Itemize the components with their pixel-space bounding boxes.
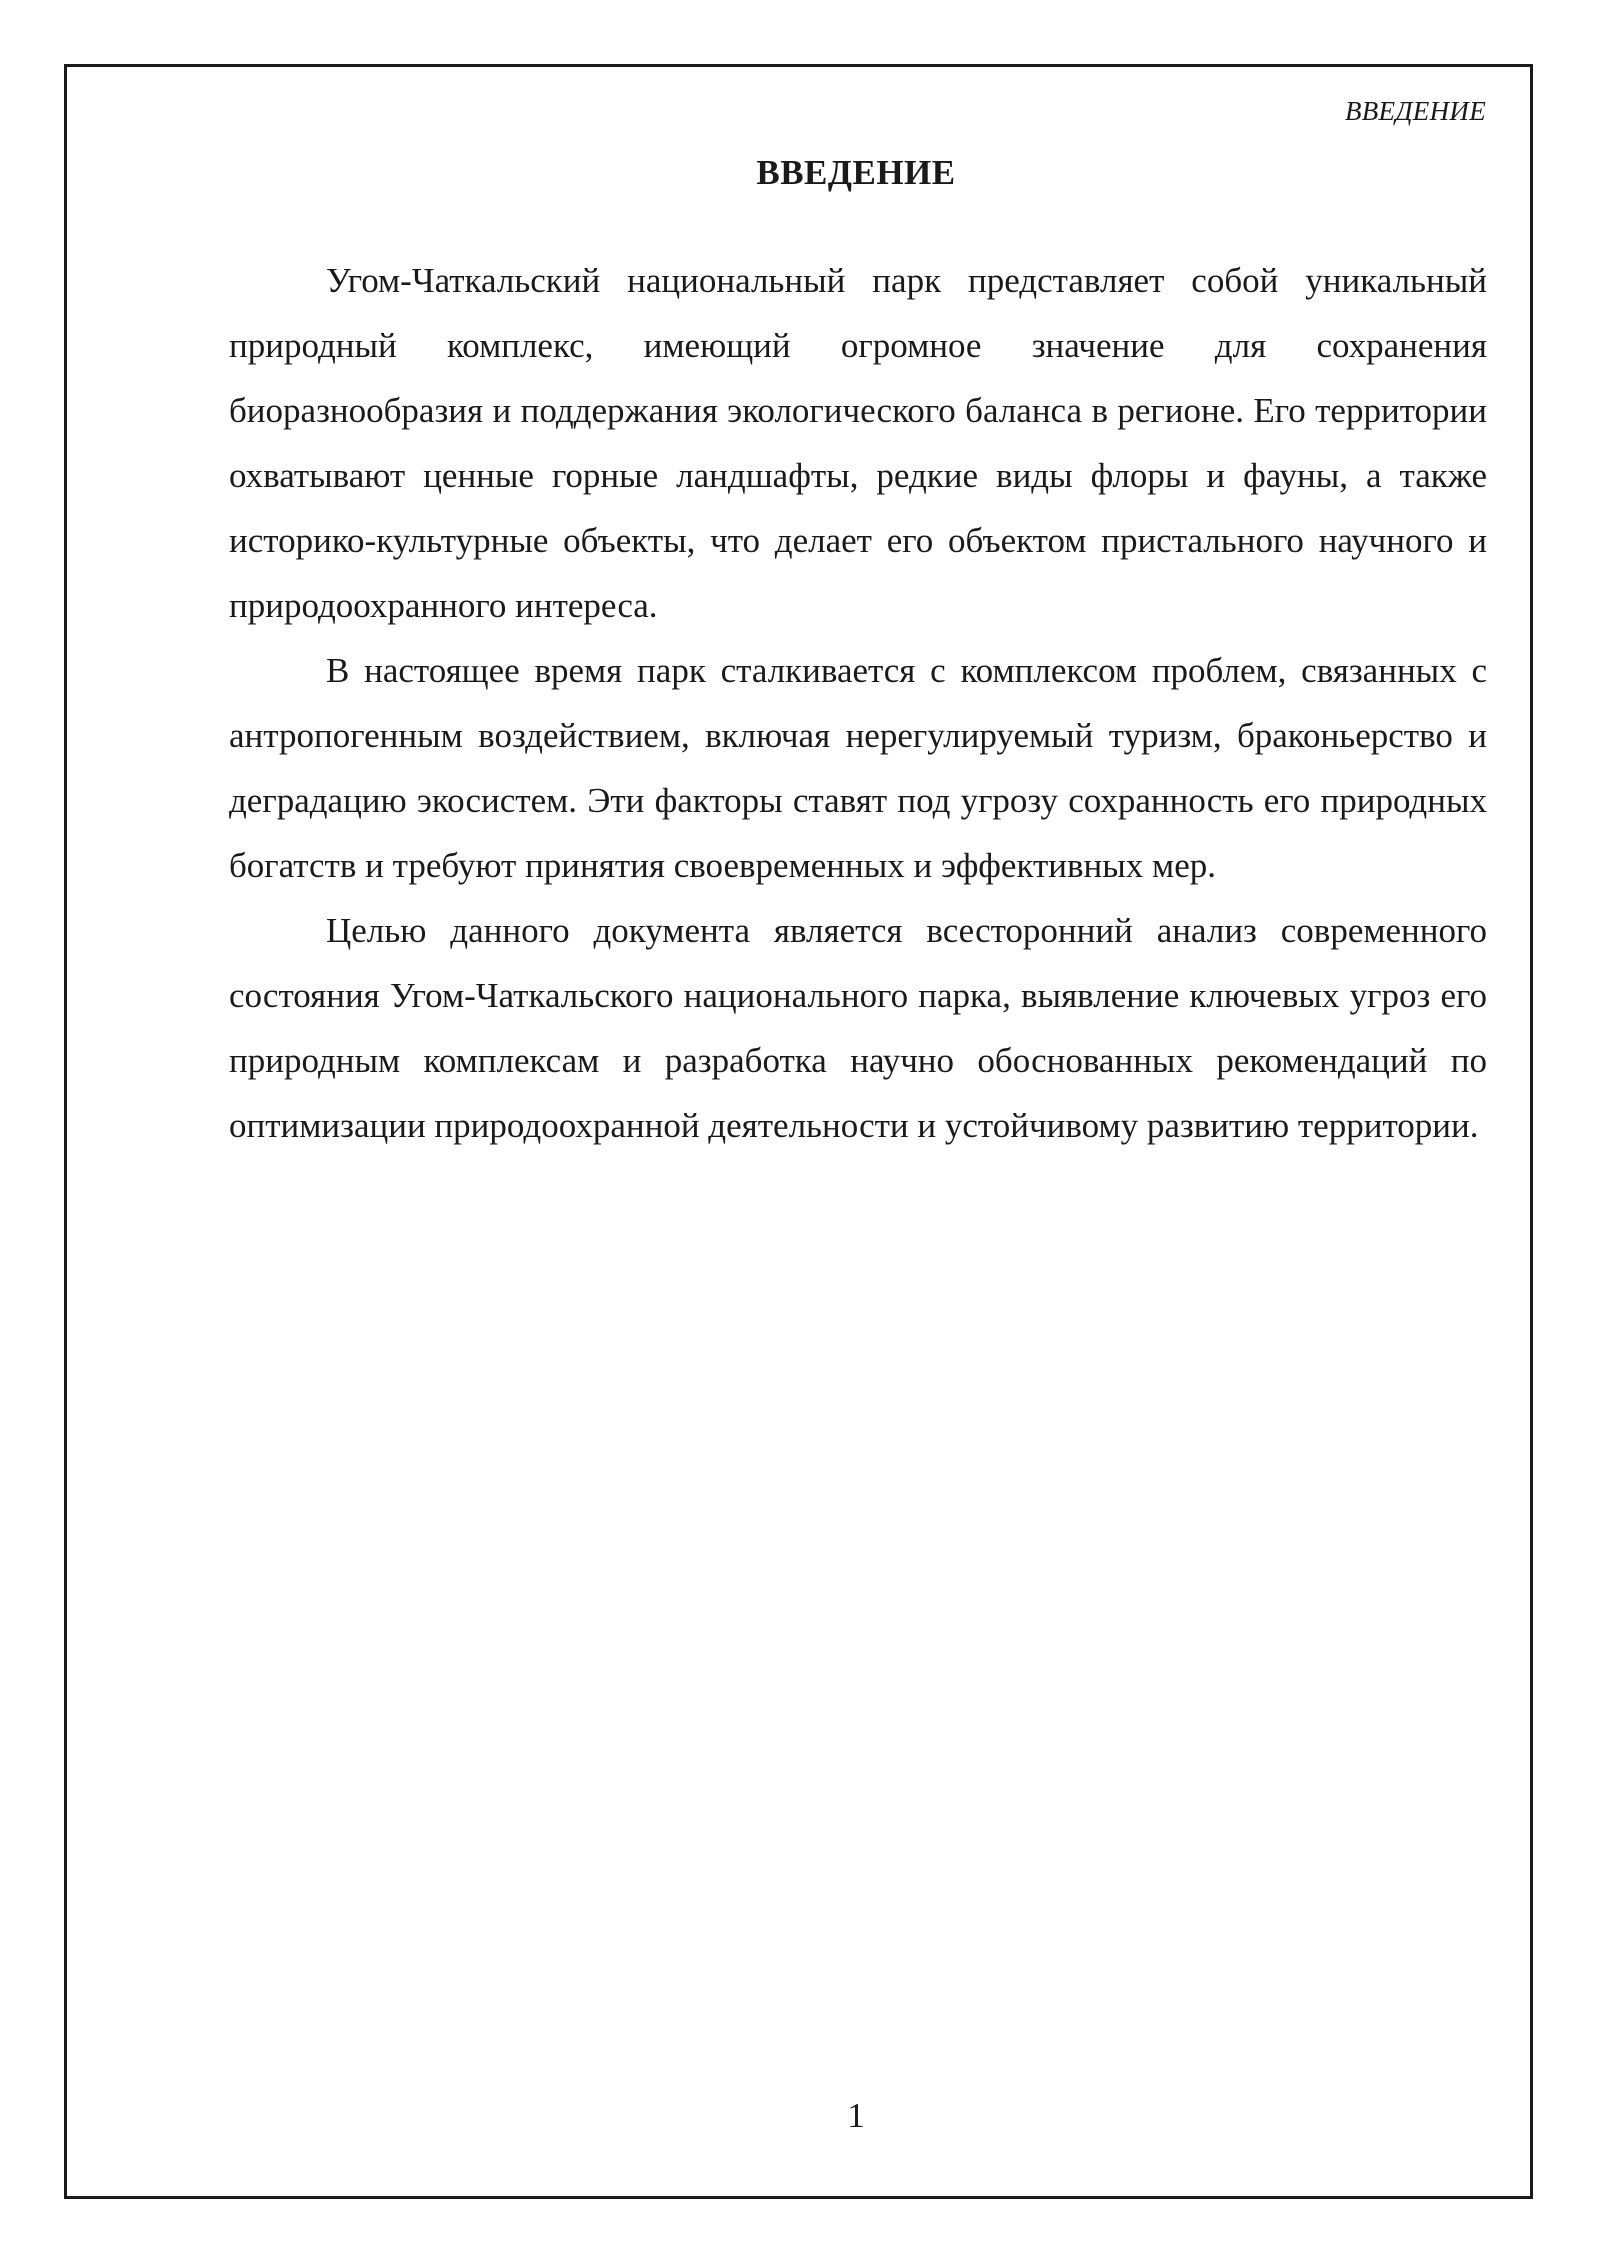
paragraph-intro: Угом-Чаткальский национальный парк представляет собой уникальный природный комплекс, имеющий огромное значение для сохранения биоразнообразия и поддержания экологического баланса в регионе. Его территории охватывают ценные горные ландшафты, редкие виды флоры и фауны, а также историко-культурные объекты, что делает его объектом пристального научного и природоохранного интереса.	[229, 261, 1487, 625]
paragraph-problems: В настоящее время парк сталкивается с комплексом проблем, связанных с антропогенным воздействием, включая нерегулируемый туризм, браконьерство и деградацию экосистем. Эти факторы ставят под угрозу сохранность его природных богатств и требуют принятия своевременных и эффективных мер.	[229, 651, 1487, 885]
page-number: 1	[847, 2096, 865, 2135]
paragraph-goal: Целью данного документа является всесторонний анализ современного состояния Угом-Чаткальского национального парка, выявление ключевых угроз его природным комплексам и разработка научно обоснованных рекомендаций по оптимизации природоохранной деятельности и устойчивому развитию территории.	[229, 911, 1487, 1145]
document-body	[229, 248, 1487, 1158]
page-title: ВВЕДЕНИЕ	[756, 153, 956, 192]
running-header: ВВЕДЕНИЕ	[1344, 96, 1486, 126]
